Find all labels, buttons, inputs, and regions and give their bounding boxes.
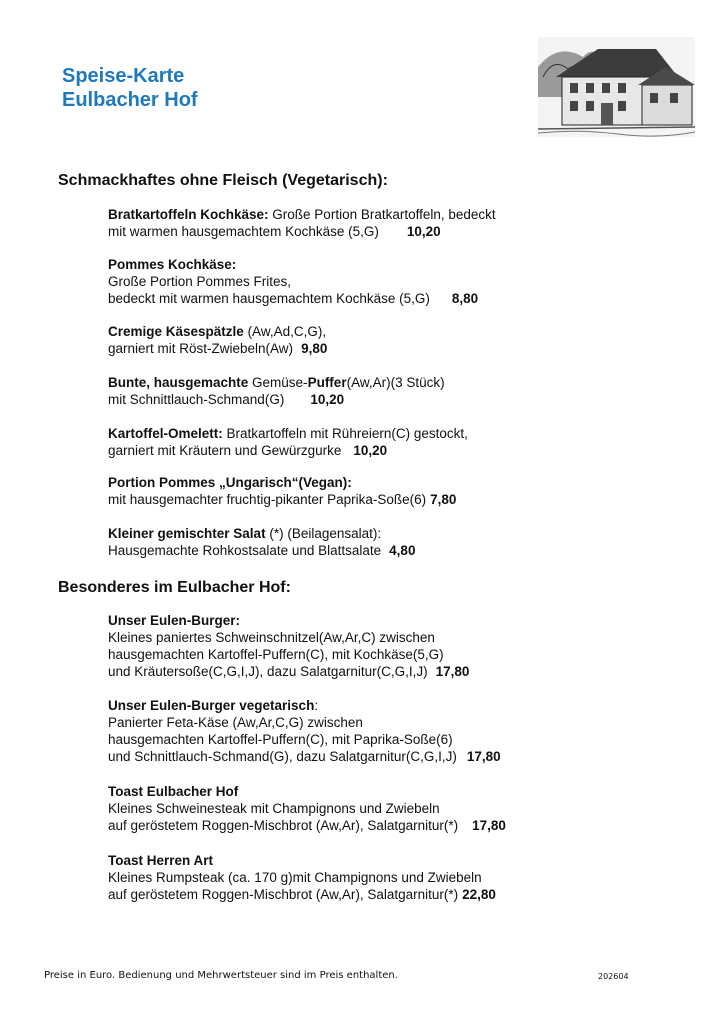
item-name: Unser Eulen-Burger: [108,613,241,628]
item-desc: Große Portion Pommes Frites, [108,274,292,289]
item-desc: (Aw,Ar)(3 Stück) [346,375,445,390]
item-desc: Kleines paniertes Schweinschnitzel(Aw,Ar,C) zwischen [108,630,435,645]
menu-item-bratkartoffeln-kochkaese [108,206,496,240]
menu-item-eulen-burger [108,612,469,680]
menu-item-toast-herren-art [108,852,496,903]
item-name: Toast Herren Art [108,853,214,868]
item-desc: Große Portion Bratkartoffeln, bedeckt [268,207,496,222]
item-desc: Hausgemachte Rohkostsalate und Blattsalate [108,543,382,558]
menu-item-eulen-burger-vegetarisch [108,697,501,765]
item-price: 8,80 [451,291,479,306]
item-price: 17,80 [435,664,470,679]
item-desc: auf geröstetem Roggen-Mischbrot (Aw,Ar), Salatgarnitur(*) [108,887,459,902]
menu-item-gemuese-puffer [108,374,445,408]
item-price: 22,80 [462,887,496,902]
item-price: 9,80 [301,341,328,356]
item-desc: Gemüse- [248,375,308,390]
item-desc: Kleines Rumpsteak (ca. 170 g)mit Champignons und Zwiebeln [108,870,482,885]
section-heading-vegetarian: Schmackhaftes ohne Fleisch (Vegetarisch): [58,172,388,189]
menu-item-pommes-ungarisch [108,474,456,508]
item-price: 10,20 [310,392,345,407]
item-name: Portion Pommes „Ungarisch“(Vegan): [108,475,352,490]
footer-note: Preise in Euro. Bedienung und Mehrwertsteuer sind im Preis enthalten. [44,970,398,981]
item-name: Toast Eulbacher Hof [108,784,239,799]
item-desc: Bratkartoffeln mit Rühreiern(C) gestockt, [222,426,468,441]
item-desc: mit warmen hausgemachtem Kochkäse (5,G) [108,224,379,239]
item-desc: bedeckt mit warmen hausgemachtem Kochkäse (5,G) [108,291,430,306]
item-name: Bratkartoffeln Kochkäse: [108,207,269,222]
item-desc: und Schnittlauch-Schmand(G), dazu Salatgarnitur(C,G,I,J) [108,749,457,764]
item-price: 4,80 [389,543,416,558]
item-desc: hausgemachten Kartoffel-Puffern(C), mit Paprika-Soße(6) [108,732,453,747]
section-heading-besonderes: Besonderes im Eulbacher Hof: [58,579,291,596]
title-line-2: Eulbacher Hof [62,89,198,111]
page-title [62,64,198,112]
item-price: 17,80 [466,749,501,764]
item-desc: (*) (Beilagensalat): [265,526,382,541]
item-desc: : [314,698,319,713]
item-desc: mit hausgemachter fruchtig-pikanter Paprika-Soße(6) [108,492,427,507]
document-code: 202604 [598,972,629,981]
item-price: 10,20 [353,443,388,458]
item-desc: auf geröstetem Roggen-Mischbrot (Aw,Ar), Salatgarnitur(*) [108,818,459,833]
menu-item-pommes-kochkaese [108,256,478,307]
item-desc: garniert mit Röst-Zwiebeln(Aw) [108,341,294,356]
item-desc: (Aw,Ad,C,G), [243,324,327,339]
menu-item-salat [108,525,415,559]
item-desc: hausgemachten Kartoffel-Puffern(C), mit Kochkäse(5,G) [108,647,444,662]
item-desc: und Kräutersoße(C,G,I,J), dazu Salatgarnitur(C,G,I,J) [108,664,428,679]
item-name: Bunte, hausgemachte [108,375,249,390]
item-name: Cremige Käsespätzle [108,324,244,339]
item-name: Pommes Kochkäse: [108,257,237,272]
title-line-1: Speise-Karte [62,65,185,87]
item-price: 17,80 [472,818,506,833]
item-desc: Panierter Feta-Käse (Aw,Ar,C,G) zwischen [108,715,363,730]
item-name: Kleiner gemischter Salat [108,526,266,541]
item-price: 7,80 [430,492,457,507]
item-desc: Kleines Schweinesteak mit Champignons und Zwiebeln [108,801,440,816]
item-name-part: Puffer [307,375,347,390]
item-desc: mit Schnittlauch-Schmand(G) [108,392,285,407]
item-name: Kartoffel-Omelett: [108,426,223,441]
item-name: Unser Eulen-Burger vegetarisch [108,698,315,713]
menu-item-kartoffel-omelett [108,425,468,459]
menu-item-toast-eulbacher-hof [108,783,506,834]
item-price: 10,20 [406,224,441,239]
item-desc: garniert mit Kräutern und Gewürzgurke [108,443,342,458]
menu-item-kaesespaetzle [108,323,327,357]
inn-sketch-logo [538,37,695,137]
